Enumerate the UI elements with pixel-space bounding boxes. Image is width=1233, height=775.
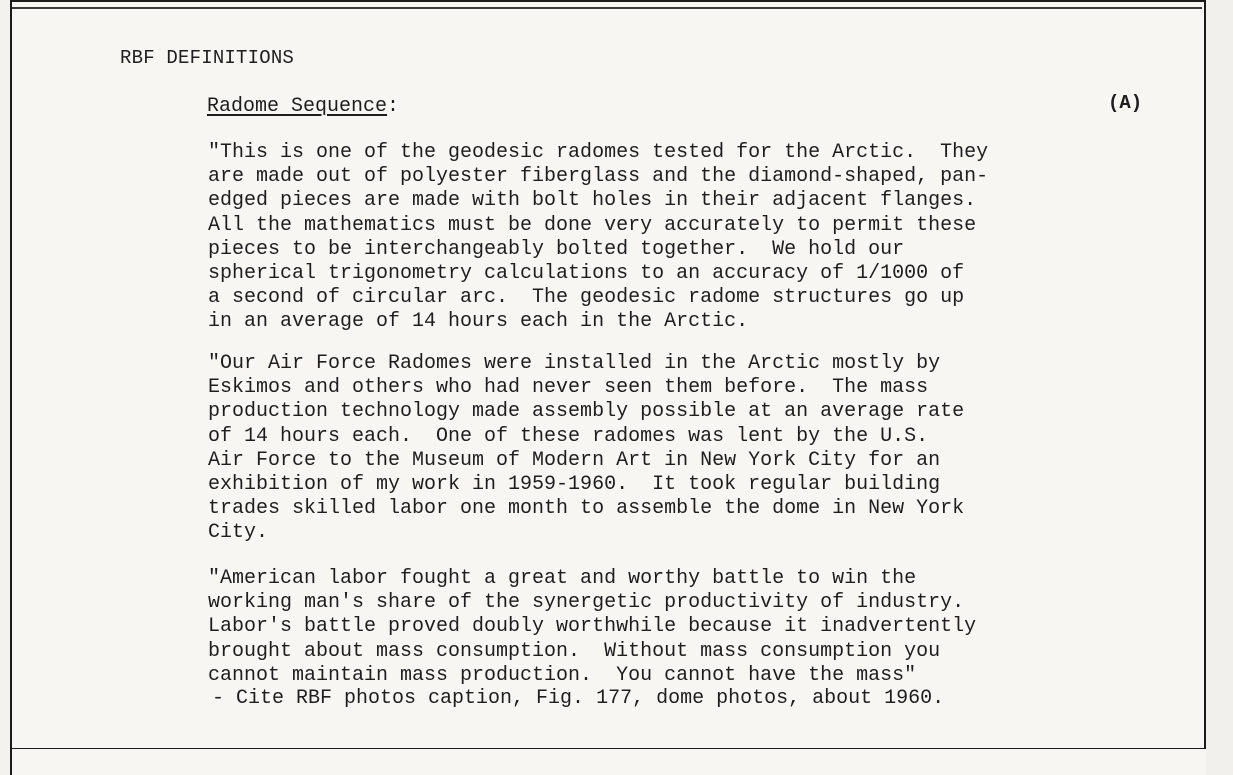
citation: - Cite RBF photos caption, Fig. 177, dome photos, about 1960. xyxy=(212,687,945,710)
paragraph-3 xyxy=(208,567,976,688)
paragraph-line: working man's share of the synergetic productivity of industry. xyxy=(208,591,965,615)
paragraph-line: a second of circular arc. The geodesic radome structures go up xyxy=(208,286,965,310)
section-title-colon: : xyxy=(387,95,400,118)
document-heading: RBF DEFINITIONS xyxy=(120,47,295,69)
page-margin xyxy=(1206,0,1233,775)
section-title-text: Radome Sequence xyxy=(207,95,388,118)
paragraph-line: pieces to be interchangeably bolted together. We hold our xyxy=(208,237,905,261)
paragraph-line: "American labor fought a great and worthy battle to win the xyxy=(208,567,917,590)
paragraph-2 xyxy=(208,352,964,546)
paragraph-line: of 14 hours each. One of these radomes was lent by the U.S. xyxy=(208,424,929,448)
paragraph-line: City. xyxy=(208,521,269,545)
paragraph-line: "Our Air Force Radomes were installed in the Arctic mostly by xyxy=(208,352,941,375)
paragraph-line: cannot maintain mass production. You cannot have the mass" xyxy=(208,663,917,687)
paragraph-line: "This is one of the geodesic radomes tested for the Arctic. They xyxy=(208,141,989,164)
paragraph-1 xyxy=(208,141,988,335)
reference-label: (A) xyxy=(1108,92,1143,114)
paragraph-line: Labor's battle proved doubly worthwhile because it inadvertently xyxy=(208,615,977,639)
paragraph-line: Air Force to the Museum of Modern Art in New York City for an xyxy=(208,448,941,472)
paragraph-line: exhibition of my work in 1959-1960. It took regular building xyxy=(208,473,941,497)
next-page-edge xyxy=(10,749,1210,775)
paragraph-line: are made out of polyester fiberglass and the diamond-shaped, pan- xyxy=(208,165,989,189)
paragraph-line: edged pieces are made with bolt holes in their adjacent flanges. xyxy=(208,189,977,213)
paragraph-line: All the mathematics must be done very accurately to permit these xyxy=(208,213,977,237)
paragraph-line: in an average of 14 hours each in the Arctic. xyxy=(208,310,749,334)
paragraph-line: trades skilled labor one month to assemble the dome in New York xyxy=(208,497,965,521)
paragraph-line: spherical trigonometry calculations to an accuracy of 1/1000 of xyxy=(208,262,965,286)
top-rule xyxy=(12,7,1202,9)
paragraph-line: brought about mass consumption. Without mass consumption you xyxy=(208,639,941,663)
section-title xyxy=(207,95,399,118)
paragraph-line: production technology made assembly possible at an average rate xyxy=(208,400,965,424)
paragraph-line: Eskimos and others who had never seen them before. The mass xyxy=(208,376,929,400)
